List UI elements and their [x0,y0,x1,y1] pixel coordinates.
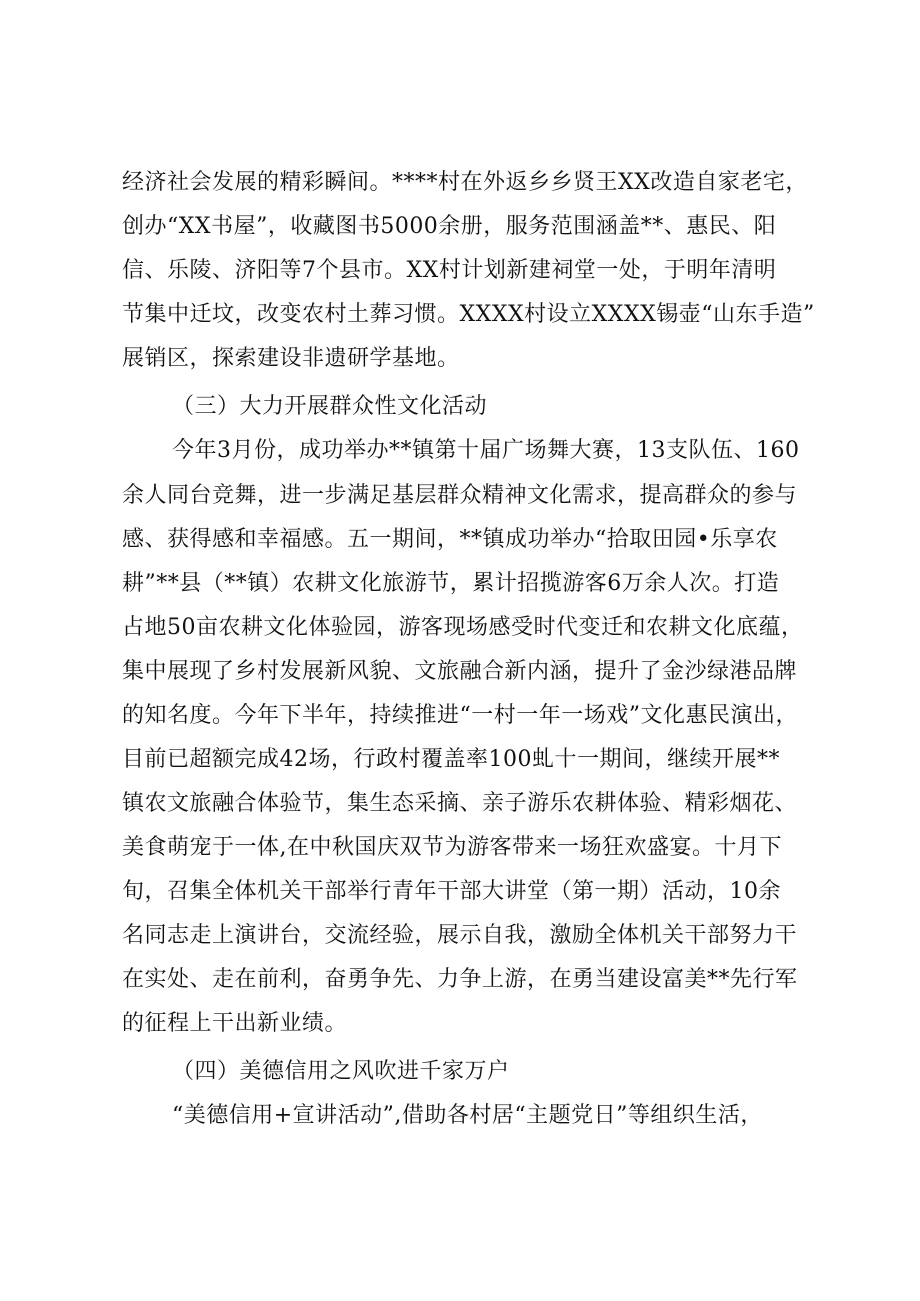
paragraph-line: 占地50亩农耕文化体验园，游客现场感受时代变迁和农耕文化底蕴， [122,615,804,640]
paragraph-line: 在实处、走在前利，奋勇争先、力争上游，在勇当建设富美**先行军 [122,967,798,992]
section-heading: （四）美德信用之风吹进千家万户 [172,1059,510,1084]
paragraph-line: 余人同台竞舞，进一步满足基层群众精神文化需求，提高群众的参与 [122,483,798,508]
paragraph-line: 信、乐陵、济阳等7个县市。XX村计划新建祠堂一处，于明年清明 [122,258,777,283]
paragraph-line: 创办“XX书屋”，收藏图书5000余册，服务范围涵盖**、惠民、阳 [122,214,777,239]
paragraph-line: 镇农文旅融合体验节，集生态采摘、亲子游乐农耕体验、精彩烟花、 [122,791,798,816]
paragraph-line: 耕”**县（**镇）农耕文化旅游节，累计招揽游客6万余人次。打造 [122,571,780,596]
paragraph-line: 名同志走上演讲台，交流经验，展示自我，激励全体机关干部努力干 [122,923,798,948]
paragraph-line: 感、获得感和幸福感。五一期间，**镇成功举办“拾取田园•乐享农 [122,527,778,552]
paragraph-line: 的知名度。今年下半年，持续推进“一村一年一场戏”文化惠民演出， [122,703,798,728]
paragraph-line: 美食萌宠于一体,在中秋国庆双节为游客带来一场狂欢盛宴。十月下 [122,835,782,860]
paragraph-line: 经济社会发展的精彩瞬间。****村在外返乡乡贤王XX改造自家老宅， [122,170,808,195]
paragraph-line: 集中展现了乡村发展新风貌、文旅融合新内涵，提升了金沙绿港品牌 [122,659,798,684]
paragraph-line: 展销区，探索建设非遗研学基地。 [122,346,460,371]
paragraph-line: 的征程上干出新业绩。 [122,1011,348,1036]
paragraph-line: 目前已超额完成42场，行政村覆盖率100虬十一期间，继续开展** [122,747,780,772]
paragraph-line: 节集中迁坟，改变农村土葬习惯。XXXX村设立XXXX锡壶“山东手造” [122,302,815,327]
paragraph-line: 今年3月份，成功举办**镇第十届广场舞大赛，13支队伍、160 [172,438,800,463]
paragraph-line: “美德信用+宣讲活动”,借助各村居“主题党日”等组织生活， [172,1103,763,1128]
paragraph-line: 旬，召集全体机关干部举行青年干部大讲堂（第一期）活动，10余 [122,879,781,904]
section-heading: （三）大力开展群众性文化活动 [172,394,488,419]
